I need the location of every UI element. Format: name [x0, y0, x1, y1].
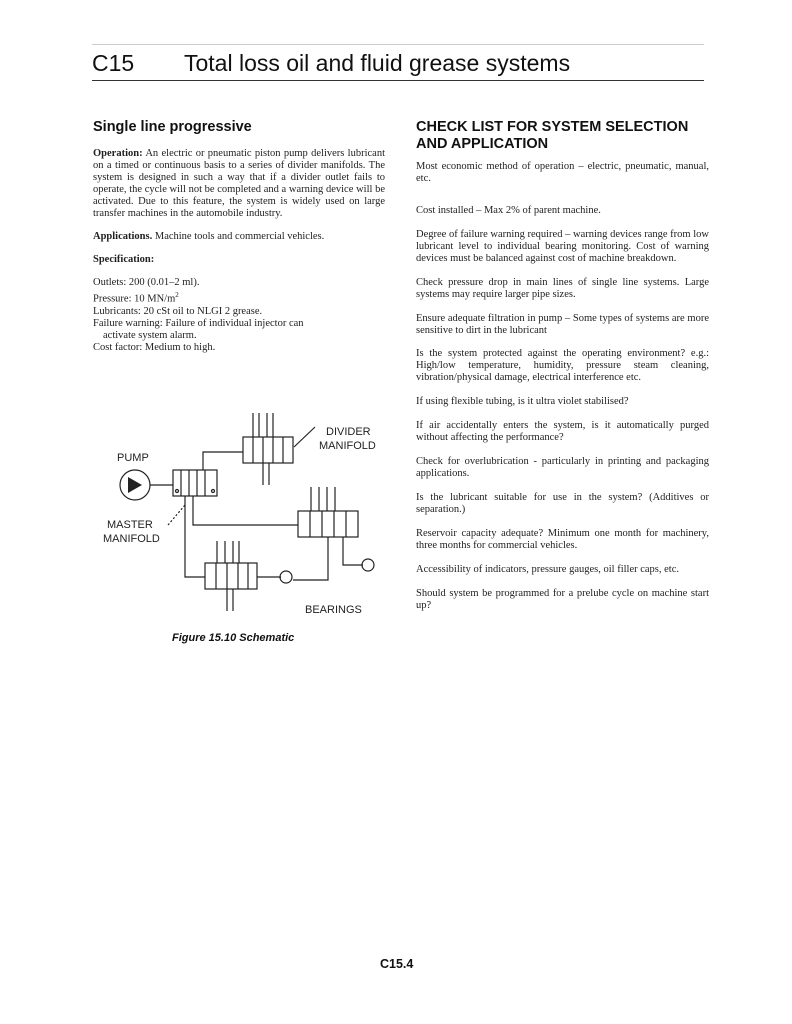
spec-pressure-text: Pressure: 10 MN/m: [93, 293, 176, 305]
right-column: [416, 119, 709, 625]
checklist-item: If air accidentally enters the system, is it automatically purged without affecting the performance?: [416, 420, 709, 443]
checklist-item: Is the system protected against the operating environment? e.g.: High/low temperature, humidity, pressure steam cleaning, vibration/physical damage, electrical interference etc.: [416, 348, 709, 383]
checklist-item: Check for overlubrication - particularly in printing and packaging applications.: [416, 456, 709, 479]
pipe-to-bearing-mid: [293, 537, 328, 580]
section-code: C15: [92, 50, 135, 76]
bearing-left-icon: [280, 571, 292, 583]
schematic-svg: [93, 405, 393, 625]
pipe-to-right-divider: [193, 496, 298, 525]
master-leader: [168, 505, 185, 525]
label-bearings: BEARINGS: [305, 604, 362, 616]
label-master: MASTER: [107, 519, 153, 531]
checklist-item: Most economic method of operation – electric, pneumatic, manual, etc.: [416, 161, 709, 184]
spec-pressure: [93, 289, 385, 306]
label-pump: PUMP: [117, 452, 149, 464]
checklist-item: Should system be programmed for a prelube cycle on machine start up?: [416, 588, 709, 611]
top-rule: [92, 44, 704, 45]
spec-pressure-sup: 2: [175, 291, 179, 299]
pipe-to-upper-divider: [203, 452, 243, 470]
checklist-item: Ensure adequate filtration in pump – Some types of systems are more sensitive to dirt in the lubricant: [416, 313, 709, 336]
page-number: C15.4: [380, 957, 414, 971]
applications-paragraph: [93, 231, 385, 243]
checklist-heading: CHECK LIST FOR SYSTEM SELECTION AND APPLICATION: [416, 119, 689, 152]
spec-cost: Cost factor: Medium to high.: [93, 341, 216, 353]
operation-label: Operation:: [93, 148, 143, 159]
operation-text: An electric or pneumatic piston pump delivers lubricant on a timed or continuous basis to a series of divider manifolds. The system is designed in such a way that if a divider outlet fails to operate, the cycle will not be completed and a warning device will be activated. Due to this feature, the system is widely used on large transfer machines in the automobile industry.: [93, 148, 386, 219]
section-heading-single-line: Single line progressive: [93, 119, 252, 135]
bearing-right-icon: [362, 559, 374, 571]
spec-outlets: Outlets: 200 (0.01–2 ml).: [93, 277, 200, 288]
checklist-item: Reservoir capacity adequate? Minimum one month for machinery, three months for commercial vehicles.: [416, 528, 709, 551]
pump-arrow-icon: [128, 477, 142, 493]
spec-lubricants: Lubricants: 20 cSt oil to NLGI 2 grease.: [93, 305, 263, 317]
pipe-to-lower-divider: [185, 496, 205, 577]
left-column: [93, 119, 385, 354]
checklist-item: If using flexible tubing, is it ultra violet stabilised?: [416, 396, 629, 407]
checklist-item: Is the lubricant suitable for use in the system? (Additives or separation.): [416, 492, 709, 515]
checklist-item: Check pressure drop in main lines of single line systems. Large systems may require larger pipe sizes.: [416, 277, 709, 300]
label-master-manifold: MANIFOLD: [103, 533, 160, 545]
spec-failure-2: activate system alarm.: [103, 329, 197, 341]
checklist-item: Accessibility of indicators, pressure gauges, oil filler caps, etc.: [416, 564, 680, 575]
specification-label: Specification:: [93, 254, 155, 265]
page-title: Total loss oil and fluid grease systems: [184, 50, 571, 76]
upper-divider-block: [243, 437, 293, 463]
checklist-item: Degree of failure warning required – warning devices range from low lubricant level to individual bearing monitoring. Cost of warning devices must be balanced against cost of machine breakdown.: [416, 229, 709, 264]
specification-list: [93, 277, 385, 354]
master-manifold-block: [173, 470, 217, 496]
label-divider-manifold: MANIFOLD: [319, 440, 376, 452]
page-header: [92, 50, 704, 81]
applications-text: Machine tools and commercial vehicles.: [154, 231, 325, 242]
pipe-to-bearing-right: [343, 537, 363, 565]
label-divider: DIVIDER: [326, 426, 371, 438]
right-divider-block: [298, 511, 358, 537]
schematic-diagram: [93, 405, 393, 625]
operation-paragraph: [93, 148, 385, 220]
checklist: [416, 161, 709, 612]
lower-divider-block: [205, 563, 257, 589]
applications-label: Applications.: [93, 231, 153, 242]
figure-caption: Figure 15.10 Schematic: [172, 632, 295, 644]
checklist-item: Cost installed – Max 2% of parent machine.: [416, 205, 601, 216]
spec-failure-1: Failure warning: Failure of individual injector can: [93, 317, 304, 329]
